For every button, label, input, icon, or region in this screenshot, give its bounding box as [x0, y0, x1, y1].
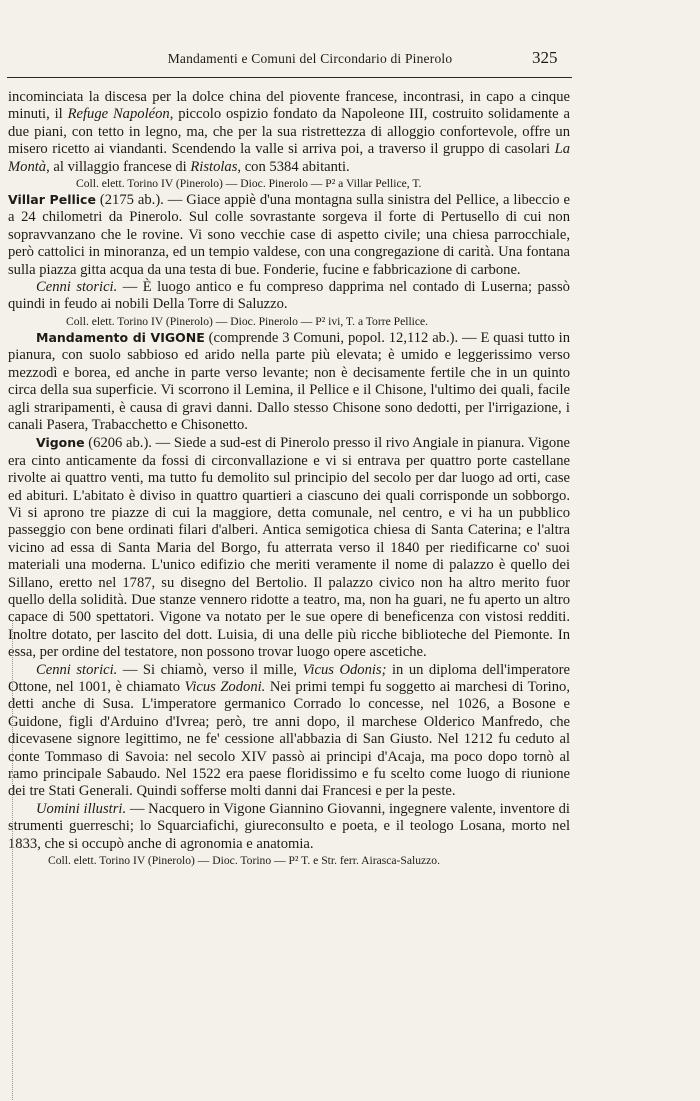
text-run: Nei primi tempi fu soggetto ai marchesi di Torino, detti anche di Susa. L'imperatore germanico Corrado lo concesse, nel 1026, a Bosone e Guidone, figli d'Arduino d'Ivrea; però, tre anni dopo, il marchese Olderico Manfredo, che dicevasene signore legittimo, ne fe' cessione all'abbazia di San Giusto. Nel 1212 fu ceduto al conte Tommaso di Savoia: nel secolo XIV passò ai principi d'Acaja, ma poco dopo tornò al ramo principale Sabaudo. Nel 1522 era paese floridissimo e fu scelto come luogo di riunione dei tre Stati Generali. Quindi sofferse molti danni dai Francesi e per la peste.	[8, 679, 570, 800]
text-run: incominciata la discesa per la dolce china del piovente francese, incontrasi, in capo a cinque minuti, il	[8, 89, 570, 123]
section-label: Cenni storici.	[36, 279, 118, 296]
header-rule	[7, 77, 572, 78]
italic-name: La Montà	[8, 141, 570, 175]
text-run: — Nacquero in Vigone Giannino Giovanni, ingegnere valente, inventore di strumenti guerreschi; lo Squarciafichi, giureconsulto e poeta, e il teologo Losana, morto nel 1833, che si occupò anche di agronomia e anatomia.	[8, 800, 570, 852]
binding-margin-mark	[12, 620, 14, 1100]
paragraph-villar-pellice	[8, 191, 570, 279]
italic-name: Ristolas	[190, 158, 238, 175]
paragraph-vigone	[8, 434, 570, 661]
running-title: Mandamenti e Comuni del Circondario di Pinerolo	[167, 51, 453, 66]
text-run: (2175 ab.). — Giace appiè d'una montagna sulla sinistra del Pellice, a libeccio e a 24 chilometri da Pinerolo. Sul colle sovrastante sorgeva il forte di Pertusello di cui non sopravvanzano che le rovine. Vi sono vecchie case di aspetto civile; una chiesa parrocchiale, però cattolici in minoranza, ed un tempio valdese, con una congregazione di carità. Una fontana sulla piazza gitta acqua da una testa di bue. Fonderie, fucine e fabbricazione di carbone.	[8, 192, 571, 278]
text-run: — Si chiamò, verso il mille,	[117, 661, 303, 678]
italic-name: Refuge Napoléon	[67, 106, 170, 123]
entry-heading: Mandamento di VIGONE	[36, 329, 205, 345]
paragraph-vigone-history	[8, 662, 570, 801]
paragraph-villar-history	[8, 279, 570, 314]
text-run: , con 5384 abitanti.	[237, 158, 350, 175]
electoral-reference: Coll. elett. Torino IV (Pinerolo) — Dioc. Torino — P² T. e Str. ferr. Airasca-Saluzzo.	[48, 854, 441, 868]
paragraph-mandamento-vigone	[8, 329, 570, 434]
italic-name: Vicus Zodoni.	[184, 679, 266, 695]
running-header	[0, 48, 700, 75]
text-run: , piccolo ospizio fondato da Napoleone III, costruito solidamente a due piani, con tetto in legno, ma, che per la sua ristrettezza di alloggio confortevole, offre un misero ricetto ai viandanti. Scendendo la valle si arriva poi, a traverso il gruppo di casolari	[8, 106, 570, 158]
entry-heading: Vigone	[36, 435, 85, 451]
electoral-reference: Coll. elett. Torino IV (Pinerolo) — Dioc. Pinerolo — P² ivi, T. a Torre Pellice.	[66, 314, 429, 328]
paragraph-refuge	[8, 89, 570, 176]
text-run: , al villaggio francese di	[46, 158, 191, 175]
section-label: Cenni storici.	[36, 661, 118, 678]
text-run: in un diploma dell'imperatore Ottone, nel 1001, è chiamato	[8, 661, 570, 695]
page-number: 325	[532, 48, 558, 67]
electoral-reference: Coll. elett. Torino IV (Pinerolo) — Dioc. Pinerolo — P² a Villar Pellice, T.	[76, 177, 422, 191]
text-run: (comprende 3 Comuni, popol. 12,112 ab.). — E quasi tutto in pianura, con suolo sabbioso ed arido nella parte più elevata; è umido e leggerissimo verso mezzodì e borea, ed anche in parte verso levante; non è decisamente fertile che in un quinto circa della sua superficie. Vi scorrono il Lemina, il Pellice e il Chisone, l'ultimo dei quali, facile agli straripamenti, è causa di gravi danni. Dallo stesso Chisone sono dedotti, per l'irrigazione, i canali Pasera, Trabacchetto e Chisonetto.	[8, 329, 570, 433]
text-run: — È luogo antico e fu compreso dapprima nel contado di Luserna; passò quindi in feudo ai nobili Della Torre di Saluzzo.	[8, 279, 570, 313]
paragraph-vigone-notables	[8, 801, 570, 853]
section-label: Uomini illustri.	[36, 800, 127, 817]
text-run: (6206 ab.). — Siede a sud-est di Pinerolo presso il rivo Angiale in pianura. Vigone era cinto anticamente da fossi di circonvallazione e vi si entrava per quattro porte castellane rivolte ai quattro venti, ma tutto fu demolito sul principio del secolo per dar luogo ad orti, case ed abituri. L'abitato è diviso in quattro quartieri a ciascuno dei quali corrisponde un sobborgo. Vi si aprono tre piazze di cui la maggiore, detta comunale, nel centro, e vi ha un pubblico passeggio con bene ordinati filari d'alberi. Antica semigotica chiesa di Santa Caterina; e l'altra vicino ad essa di Santa Maria del Borgo, fu atterrata verso il 1840 per riedificarne co' suoi materiali una moderna. L'unico edifizio che meriti veramente il nome di palazzo è quello dei Sillano, eretto nel 1787, su disegno del Bertolio. Il palazzo civico non ha altro merito fuor quello della solidità. Due stanze vennero ridotte a teatro, ma, non ha guari, ne fu aperto un altro capace di 500 spettatori. Vigone va notato per le sue opere di beneficenza con vistosi redditi. Inoltre dotato, per lascito del dott. Luisia, di una delle più ricche biblioteche del Piemonte. In essa, per ordine del testatore, non possono trovar luogo opere ascetiche.	[8, 435, 570, 661]
page-body	[8, 89, 570, 868]
italic-name: Vicus Odonis;	[302, 661, 387, 678]
entry-heading: Villar Pellice	[8, 192, 96, 208]
